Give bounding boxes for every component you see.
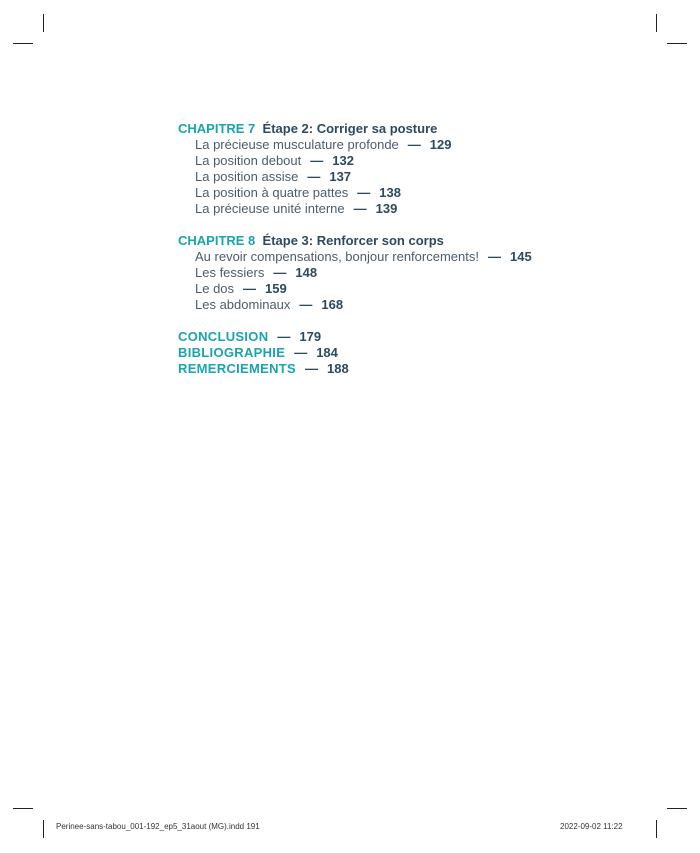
entry-dash: — bbox=[353, 201, 367, 216]
section-gap bbox=[178, 217, 638, 233]
crop-mark-bottom-left-horizontal bbox=[13, 808, 33, 809]
entry-dash: — bbox=[407, 137, 421, 152]
crop-mark-top-left-vertical bbox=[43, 14, 44, 32]
entry-dash: — bbox=[305, 361, 319, 376]
chapter-title: Étape 2: Corriger sa posture bbox=[262, 121, 438, 136]
slug-line-left: Perinee-sans-tabou_001-192_ep5_31aout (MG).indd 191 bbox=[56, 822, 260, 831]
backmatter-entry bbox=[178, 329, 638, 345]
entry-dash: — bbox=[357, 185, 371, 200]
entry-page: 184 bbox=[316, 345, 338, 360]
entry-page: 159 bbox=[265, 281, 287, 296]
crop-mark-bottom-right-horizontal bbox=[667, 808, 687, 809]
crop-mark-bottom-right-vertical bbox=[656, 820, 657, 838]
entry-dash: — bbox=[299, 297, 313, 312]
section-gap bbox=[178, 313, 638, 329]
entry-text: La précieuse musculature profonde bbox=[195, 137, 399, 152]
toc-entry bbox=[195, 153, 638, 169]
entry-page: 137 bbox=[329, 169, 352, 184]
entry-page: 168 bbox=[321, 297, 344, 312]
entry-page: 179 bbox=[299, 329, 322, 344]
crop-mark-top-right-horizontal bbox=[667, 43, 687, 44]
entry-page: 148 bbox=[295, 265, 318, 280]
entry-page: 138 bbox=[379, 185, 401, 200]
table-of-contents bbox=[178, 121, 638, 377]
backmatter-entry bbox=[178, 345, 638, 361]
toc-entry bbox=[195, 185, 638, 201]
toc-entry bbox=[195, 169, 638, 185]
chapter-label: CHAPITRE 8 bbox=[178, 233, 256, 248]
slug-line-right: 2022-09-02 11:22 bbox=[560, 822, 623, 831]
toc-entry bbox=[195, 201, 638, 217]
backmatter-label: BIBLIOGRAPHIE bbox=[178, 345, 286, 360]
entry-text: Au revoir compensations, bonjour renforcements! bbox=[195, 249, 479, 264]
entry-page: 129 bbox=[429, 137, 452, 152]
entry-text: La position à quatre pattes bbox=[195, 185, 349, 200]
backmatter-entry bbox=[178, 361, 638, 377]
crop-mark-top-right-vertical bbox=[656, 14, 657, 32]
entry-page: 139 bbox=[375, 201, 398, 216]
chapter-title: Étape 3: Renforcer son corps bbox=[262, 233, 444, 248]
chapter-heading bbox=[178, 233, 638, 249]
entry-page: 132 bbox=[332, 153, 354, 168]
entry-text: Les abdominaux bbox=[195, 297, 291, 312]
chapter-heading bbox=[178, 121, 638, 137]
chapter-label: CHAPITRE 7 bbox=[178, 121, 256, 136]
crop-mark-top-left-horizontal bbox=[13, 43, 33, 44]
toc-entry bbox=[195, 297, 638, 313]
entry-dash: — bbox=[243, 281, 257, 296]
entry-dash: — bbox=[307, 169, 321, 184]
entry-dash: — bbox=[273, 265, 287, 280]
entry-page: 188 bbox=[327, 361, 349, 376]
entry-dash: — bbox=[277, 329, 291, 344]
toc-entry bbox=[195, 281, 638, 297]
entry-text: La position debout bbox=[195, 153, 302, 168]
toc-entry bbox=[195, 249, 638, 265]
entry-text: La position assise bbox=[195, 169, 299, 184]
entry-text: Le dos bbox=[195, 281, 235, 296]
crop-mark-bottom-left-vertical bbox=[43, 820, 44, 838]
toc-entry bbox=[195, 265, 638, 281]
entry-dash: — bbox=[310, 153, 324, 168]
entry-dash: — bbox=[487, 249, 501, 264]
backmatter-label: REMERCIEMENTS bbox=[178, 361, 297, 376]
backmatter-label: CONCLUSION bbox=[178, 329, 269, 344]
entry-text: La précieuse unité interne bbox=[195, 201, 345, 216]
toc-entry bbox=[195, 137, 638, 153]
entry-dash: — bbox=[294, 345, 308, 360]
entry-text: Les fessiers bbox=[195, 265, 265, 280]
entry-page: 145 bbox=[509, 249, 532, 264]
